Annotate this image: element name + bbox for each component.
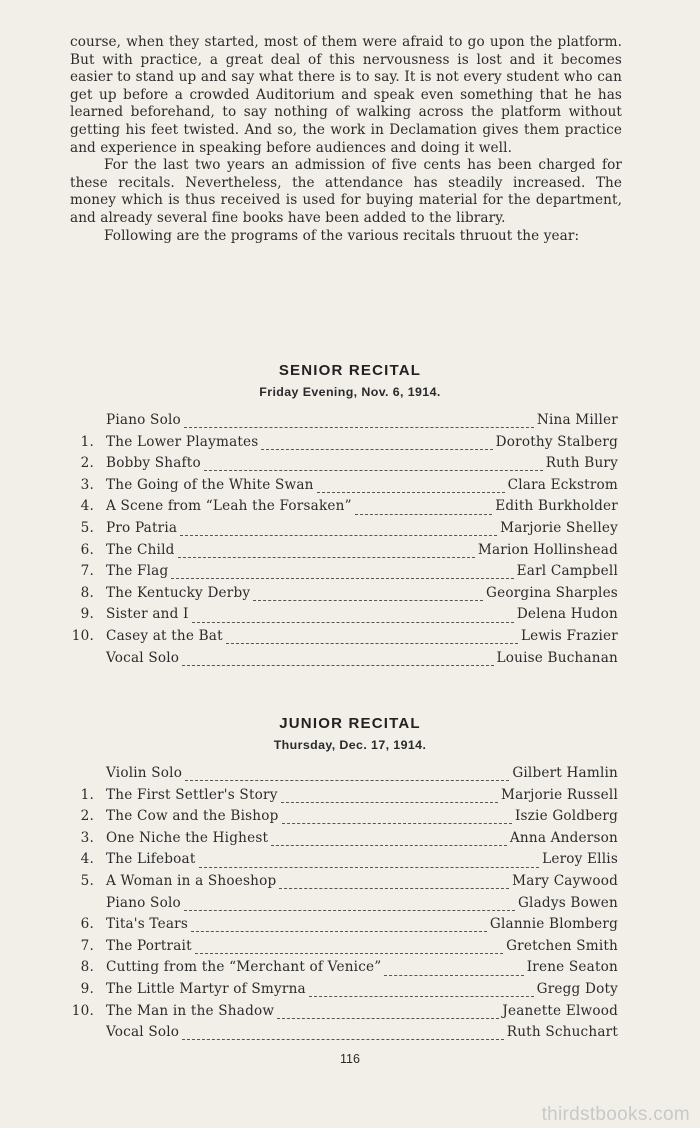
piece-title: The Portrait xyxy=(106,937,192,954)
performer-name: Marjorie Shelley xyxy=(500,519,618,536)
piece-title: The Cow and the Bishop xyxy=(106,808,279,825)
intro-paragraph: course, when they started, most of them were afraid to go upon the platform. But with practice, a great deal of this nervousness is lost and it becomes easier to stand up and say what there is to say. It is not every student who can get up before a crowded Auditorium and speak even something that he has learned beforehand, to say nothing of walking across the platform without getting his feet twisted. And so, the work in Declamation gives them practice and experience in speaking before audiences and doing it well. xyxy=(70,34,622,156)
item-number: 1. xyxy=(80,433,94,450)
item-number: 9. xyxy=(80,606,94,623)
dot-leader xyxy=(199,867,540,868)
item-number: 2. xyxy=(80,808,94,825)
performer-name: Dorothy Stalberg xyxy=(495,433,618,450)
piece-title: Pro Patria xyxy=(106,519,178,536)
program-row xyxy=(70,498,618,520)
dot-leader xyxy=(226,643,518,644)
program-row xyxy=(70,1024,618,1046)
piece-title: Casey at the Bat xyxy=(106,627,223,644)
performer-name: Edith Burkholder xyxy=(495,498,618,515)
dot-leader xyxy=(317,492,505,493)
performer-name: Lewis Frazier xyxy=(520,627,618,644)
item-number: 6. xyxy=(80,541,94,558)
item-number: 8. xyxy=(80,959,94,976)
item-number: 2. xyxy=(80,455,94,472)
program-row xyxy=(70,585,618,607)
performer-name: Marion Hollinshead xyxy=(477,541,618,558)
dot-leader xyxy=(191,931,487,932)
item-number: 7. xyxy=(80,563,94,580)
piece-title: The Man in the Shadow xyxy=(106,1002,275,1019)
item-number: 7. xyxy=(80,937,94,954)
piece-title: Sister and I xyxy=(106,606,189,623)
program-row xyxy=(70,895,618,917)
program-row xyxy=(70,477,618,499)
piece-title: The Little Martyr of Smyrna xyxy=(106,980,306,997)
item-number: 8. xyxy=(80,584,94,601)
program-row xyxy=(70,959,618,981)
performer-name: Mary Caywood xyxy=(512,872,618,889)
piece-title: Piano Solo xyxy=(106,894,181,911)
piece-title: The Child xyxy=(106,541,175,558)
senior-program-list xyxy=(70,412,618,671)
program-row xyxy=(70,851,618,873)
piece-title: Violin Solo xyxy=(106,765,183,781)
program-row xyxy=(70,520,618,542)
piece-title: Tita's Tears xyxy=(106,916,189,933)
performer-name: Nina Miller xyxy=(536,412,618,428)
performer-name: Georgina Sharples xyxy=(486,584,618,601)
performer-name: Earl Campbell xyxy=(516,563,618,580)
dot-leader xyxy=(282,823,512,824)
performer-name: Jeanette Elwood xyxy=(502,1002,618,1019)
piece-title: Piano Solo xyxy=(106,412,181,428)
item-number: 5. xyxy=(80,872,94,889)
performer-name: Gretchen Smith xyxy=(506,937,618,954)
piece-title: One Niche the Highest xyxy=(106,829,269,846)
piece-title: The First Settler's Story xyxy=(106,786,278,803)
item-number: 1. xyxy=(80,786,94,803)
item-number: 3. xyxy=(80,829,94,846)
dot-leader xyxy=(185,780,509,781)
dot-leader xyxy=(182,665,493,666)
piece-title: Vocal Solo xyxy=(106,1024,180,1041)
dot-leader xyxy=(384,975,523,976)
performer-name: Gregg Doty xyxy=(536,980,618,997)
program-row xyxy=(70,542,618,564)
junior-program-list xyxy=(70,765,618,1046)
senior-recital-date: Friday Evening, Nov. 6, 1914. xyxy=(259,385,441,399)
dot-leader xyxy=(184,427,534,428)
dot-leader xyxy=(171,578,513,579)
dot-leader xyxy=(271,845,507,846)
dot-leader xyxy=(309,996,534,997)
item-number: 5. xyxy=(80,519,94,536)
program-row xyxy=(70,563,618,585)
piece-title: The Flag xyxy=(106,563,169,580)
piece-title: The Going of the White Swan xyxy=(106,476,314,493)
dot-leader xyxy=(281,802,498,803)
piece-title: The Kentucky Derby xyxy=(106,584,251,601)
performer-name: Gilbert Hamlin xyxy=(512,765,618,781)
program-row xyxy=(70,412,618,434)
performer-name: Irene Seaton xyxy=(526,959,618,976)
piece-title: Bobby Shafto xyxy=(106,455,201,472)
program-row xyxy=(70,938,618,960)
dot-leader xyxy=(355,514,492,515)
intro-text xyxy=(70,34,622,245)
performer-name: Gladys Bowen xyxy=(518,894,618,911)
program-row xyxy=(70,765,618,787)
item-number: 9. xyxy=(80,980,94,997)
piece-title: A Woman in a Shoeshop xyxy=(106,872,277,889)
dot-leader xyxy=(178,557,475,558)
junior-recital-date: Thursday, Dec. 17, 1914. xyxy=(273,738,427,752)
senior-recital-title: SENIOR RECITAL xyxy=(278,362,422,379)
performer-name: Clara Eckstrom xyxy=(507,476,618,493)
program-row xyxy=(70,606,618,628)
program-row xyxy=(70,434,618,456)
item-number: 6. xyxy=(80,916,94,933)
dot-leader xyxy=(184,910,515,911)
performer-name: Ruth Bury xyxy=(545,455,618,472)
program-row xyxy=(70,650,618,672)
item-number: 4. xyxy=(80,851,94,868)
performer-name: Ruth Schuchart xyxy=(506,1024,618,1041)
program-row xyxy=(70,787,618,809)
program-row xyxy=(70,830,618,852)
watermark: thirdstbooks.com xyxy=(541,1104,690,1125)
junior-recital-title: JUNIOR RECITAL xyxy=(279,715,421,732)
piece-title: The Lower Playmates xyxy=(106,433,259,450)
dot-leader xyxy=(253,600,483,601)
page-number: 116 xyxy=(340,1052,360,1066)
item-number: 3. xyxy=(80,476,94,493)
intro-paragraph: Following are the programs of the various recitals thruout the year: xyxy=(104,227,580,244)
piece-title: The Lifeboat xyxy=(106,851,196,868)
piece-title: Cutting from the “Merchant of Venice” xyxy=(106,959,382,976)
dot-leader xyxy=(195,953,503,954)
piece-title: A Scene from “Leah the Forsaken” xyxy=(106,498,352,515)
performer-name: Anna Anderson xyxy=(509,829,618,846)
dot-leader xyxy=(192,622,514,623)
program-row xyxy=(70,981,618,1003)
program-row xyxy=(70,808,618,830)
performer-name: Glannie Blomberg xyxy=(489,916,618,933)
performer-name: Iszie Goldberg xyxy=(514,808,618,825)
dot-leader xyxy=(261,449,492,450)
piece-title: Vocal Solo xyxy=(106,649,180,666)
dot-leader xyxy=(277,1018,499,1019)
item-number: 10. xyxy=(71,627,94,644)
program-row xyxy=(70,455,618,477)
performer-name: Delena Hudon xyxy=(516,606,618,623)
program-row xyxy=(70,1003,618,1025)
program-row xyxy=(70,873,618,895)
intro-paragraph: For the last two years an admission of five cents has been charged for these recitals. Nevertheless, the attendance has steadily increased. The money which is thus received is used for buying material for the department, and already several fine books have been added to the library. xyxy=(70,157,622,226)
performer-name: Louise Buchanan xyxy=(496,649,618,666)
item-number: 4. xyxy=(80,498,94,515)
program-row xyxy=(70,628,618,650)
performer-name: Leroy Ellis xyxy=(542,851,618,868)
dot-leader xyxy=(279,888,509,889)
dot-leader xyxy=(204,470,543,471)
dot-leader xyxy=(182,1039,504,1040)
dot-leader xyxy=(180,535,497,536)
item-number: 10. xyxy=(71,1002,94,1019)
performer-name: Marjorie Russell xyxy=(500,786,618,803)
program-row xyxy=(70,916,618,938)
